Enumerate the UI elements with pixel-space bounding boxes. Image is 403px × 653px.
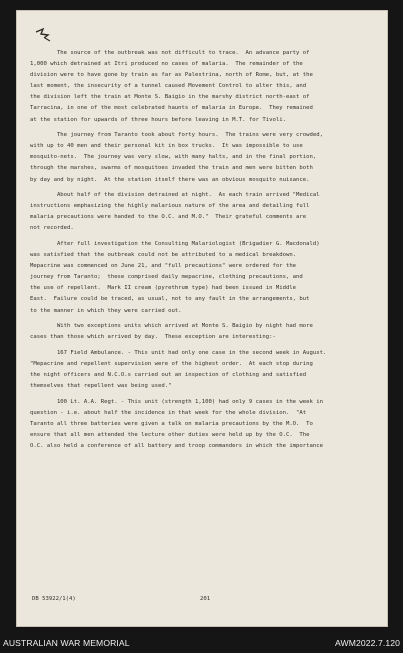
text-line: malaria precautions were handed to the O.C. and M.O." Their grateful comments are <box>30 214 307 221</box>
text-line: 100 Lt. A.A. Regt. - This unit (strength 1,100) had only 9 cases in the week in <box>30 398 323 405</box>
text-line: with up to 40 men and their personal kit in box trucks. It was impossible to use <box>30 143 303 150</box>
text-line: After full investigation the Consulting Malariologist (Brigadier G. Macdonald) <box>30 241 320 247</box>
archive-caption-right: AWM2022.7.120 <box>335 638 400 648</box>
text-line: East. Failure could be traced, as usual, not to any fault in the arrangements, but <box>30 296 310 303</box>
text-line: mosquito-nets. The journey was very slow, with many halts, and in the final portion, <box>30 154 317 161</box>
text-line: themselves that repellent was being used." <box>30 383 172 390</box>
text-line: instructions emphasizing the highly malarious nature of the area and detailing full <box>30 203 310 210</box>
text-line: O.C. also held a conference of all battery and troop commanders in which the importance <box>30 443 323 450</box>
text-line: division were to have gone by train as far as Palestrina, north of Rome, but, at the <box>30 72 313 79</box>
text-line: Taranto all three batteries were given a talk on malaria precautions by the M.O. To <box>30 420 313 427</box>
archive-caption-left: AUSTRALIAN WAR MEMORIAL <box>3 638 130 648</box>
text-line: Mepacrine was commenced on June 21, and "full precautions" were ordered for the <box>30 263 297 270</box>
text-line: at the station for upwards of three hours before leaving in M.T. for Tivoli. <box>30 116 286 123</box>
text-line: 1,000 which detrained at Itri produced no cases of malaria. The remainder of the <box>30 61 303 68</box>
text-line: The journey from Taranto took about forty hours. The trains were very crowded, <box>30 132 323 139</box>
ink-mark-icon <box>34 26 56 44</box>
text-line: to the manner in which they were carried out. <box>30 307 182 314</box>
text-line: "Mepacrine and repellent supervision were of the highest order. At each stop during <box>30 360 313 367</box>
text-line: cases than those which arrived by day. These exception are interesting:- <box>30 334 276 341</box>
text-line: by day and by night. At the station itself there was an obvious mosquito nuisance. <box>30 176 310 183</box>
text-line: The source of the outbreak was not difficult to trace. An advance party of <box>30 50 310 56</box>
text-line: not recorded. <box>30 225 74 232</box>
text-line: question - i.e. about half the incidence in that week for the whole division. "At <box>30 409 307 416</box>
text-line: the division left the train at Monte S. Baigio in the marshy district north-east of <box>30 94 310 101</box>
text-line: ensure that all men attended the lecture other duties were held up by the O.C. The <box>30 432 310 438</box>
document-body <box>30 48 374 452</box>
text-line: With two exceptions units which arrived at Monte S. Baigio by night had more <box>30 323 313 330</box>
text-line: the use of repellent. Mark II cream (pyrethrum type) had been issued in Middle <box>30 285 297 292</box>
text-line: About half of the division detrained at night. As each train arrived "Medical <box>30 192 320 199</box>
text-line: Tarracina, in one of the most celebrated haunts of malaria in Europe. They remained <box>30 105 313 112</box>
text-line: through the marshes, swarms of mosquitoes invaded the train and men were bitten both <box>30 165 313 172</box>
text-line: was satisfied that the outbreak could not be attributed to a medical breakdown. <box>30 252 297 259</box>
text-line: last moment, the insecurity of a tunnel caused Movement Control to alter this, and <box>30 83 307 90</box>
document-reference: DB 53922/1(4) <box>32 596 76 602</box>
document-page <box>16 10 388 627</box>
text-line: 167 Field Ambulance. - This unit had only one case in the second week in August. <box>30 349 327 356</box>
page-number: 201 <box>200 596 211 602</box>
text-line: journey from Taranto; these comprised daily mepacrine, clothing precautions, and <box>30 274 303 281</box>
text-line: the night officers and N.C.O.s carried out an inspection of clothing and satisfied <box>30 372 307 379</box>
